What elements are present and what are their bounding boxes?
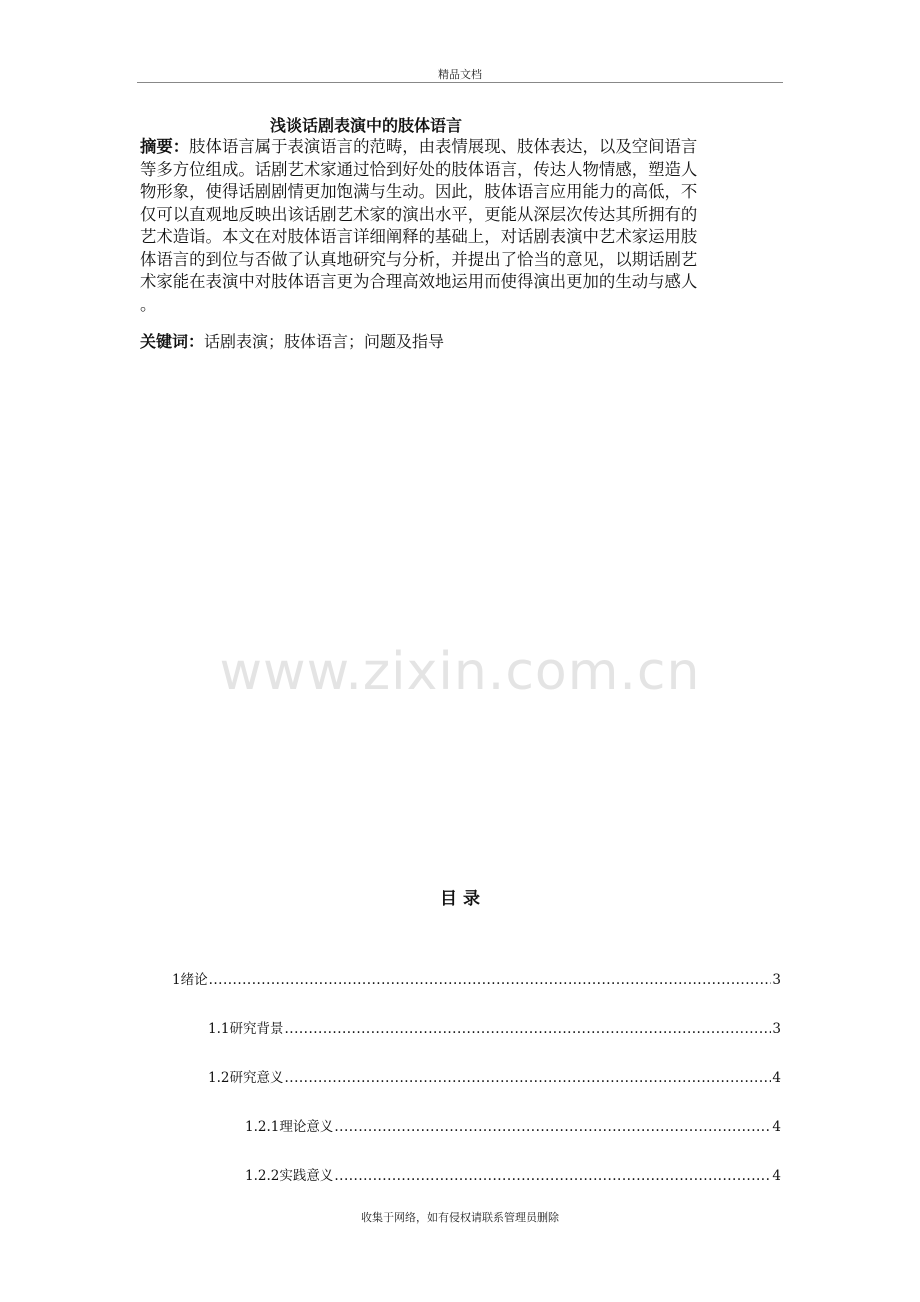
toc-entry-page: 4 bbox=[772, 1168, 781, 1184]
abstract-block bbox=[140, 136, 784, 316]
toc-leader-dots bbox=[284, 1021, 771, 1037]
toc-leader-dots bbox=[284, 1070, 771, 1086]
abstract-line: 等多方位组成。话剧艺术家通过恰到好处的肢体语言，传达人物情感，塑造人 bbox=[140, 159, 698, 179]
toc-entry-page: 4 bbox=[772, 1070, 781, 1086]
toc-entry[interactable] bbox=[172, 968, 781, 988]
toc-entry[interactable] bbox=[245, 1164, 781, 1184]
toc-entry-label: 1绪论 bbox=[172, 972, 208, 988]
keywords-line bbox=[140, 329, 444, 352]
abstract-line: 艺术造诣。本文在对肢体语言详细阐释的基础上，对话剧表演中艺术家运用肢 bbox=[140, 227, 698, 246]
toc-entry[interactable] bbox=[208, 1017, 781, 1037]
abstract-line: 物形象，使得话剧剧情更加饱满与生动。因此，肢体语言应用能力的高低，不 bbox=[140, 182, 698, 201]
toc-entry-page: 4 bbox=[772, 1119, 781, 1135]
abstract-line bbox=[140, 136, 784, 159]
toc-leader-dots bbox=[334, 1119, 771, 1135]
abstract-line: 。 bbox=[140, 294, 157, 314]
keywords-text: 话剧表演；肢体语言；问题及指导 bbox=[204, 332, 445, 351]
toc-entry[interactable] bbox=[208, 1066, 781, 1086]
keywords-label: 关键词： bbox=[140, 332, 205, 351]
toc-entry-page: 3 bbox=[772, 1021, 781, 1037]
toc-entry-label: 1.2.2实践意义 bbox=[245, 1168, 334, 1184]
page-header: 精品文档 bbox=[438, 68, 482, 81]
toc-entry-page: 3 bbox=[772, 972, 781, 988]
abstract-line: 术家能在表演中对肢体语言更为合理高效地运用而使得演出更加的生动与感人 bbox=[140, 272, 698, 291]
toc-entry[interactable] bbox=[245, 1115, 781, 1135]
document-title: 浅谈话剧表演中的肢体语言 bbox=[270, 116, 463, 135]
abstract-line: 仅可以直观地反映出该话剧艺术家的演出水平，更能从深层次传达其所拥有的 bbox=[140, 204, 698, 224]
toc-title: 目 录 bbox=[440, 889, 480, 909]
abstract-text: 肢体语言属于表演语言的范畴，由表情展现、肢体表达，以及空间语言 bbox=[189, 137, 698, 156]
toc-entry-label: 1.2.1理论意义 bbox=[245, 1119, 334, 1135]
toc-entry-label: 1.1研究背景 bbox=[208, 1021, 284, 1037]
abstract-line: 体语言的到位与否做了认真地研究与分析，并提出了恰当的意见，以期话剧艺 bbox=[140, 249, 698, 269]
page-footer: 收集于网络，如有侵权请联系管理员删除 bbox=[361, 1211, 559, 1224]
header-divider bbox=[137, 82, 783, 83]
toc-leader-dots bbox=[209, 972, 772, 988]
watermark: www.zixin.com.cn bbox=[219, 642, 701, 702]
toc-leader-dots bbox=[334, 1168, 771, 1184]
abstract-label: 摘要： bbox=[140, 137, 190, 156]
toc-entry-label: 1.2研究意义 bbox=[208, 1070, 284, 1086]
